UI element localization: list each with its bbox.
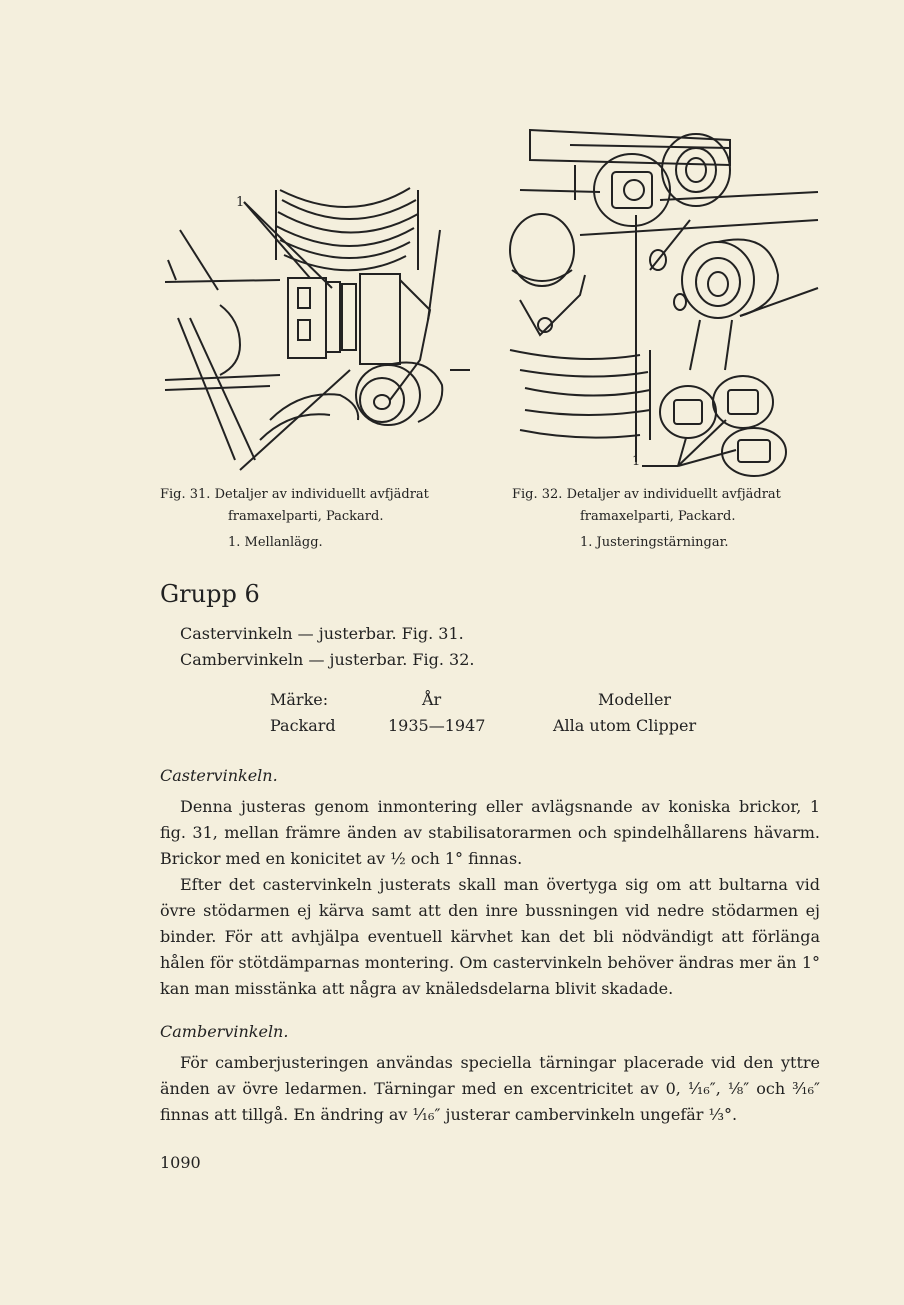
adjustment-camber: Cambervinkeln — justerbar. Fig. 32. bbox=[180, 650, 475, 669]
figure-31-caption bbox=[160, 484, 429, 554]
figure-32-callout-label: 1 bbox=[632, 454, 641, 469]
figure-31-legend: 1. Mellanlägg. bbox=[228, 535, 323, 550]
group-heading: Grupp 6 bbox=[160, 580, 260, 608]
figure-32-illustration bbox=[500, 120, 820, 480]
table-cell-year: 1935—1947 bbox=[388, 716, 486, 735]
adjustment-caster: Castervinkeln — justerbar. Fig. 31. bbox=[180, 624, 464, 643]
figure-32-caption bbox=[512, 484, 781, 554]
table-cell-models: Alla utom Clipper bbox=[553, 716, 697, 735]
caster-paragraph-2: Efter det castervinkeln justerats skall man övertyga sig om att bultarna vid övre stödarmen ej kärva samt att den inre bussningen vid nedre stödarmen ej binder. För att avhjälpa eventuell kärvhet kan det bli nödvändigt att förlänga hålen för stötdämparnas montering. Om castervinkeln behöver ändras mer än 1° kan man misstänka att några av knäledsdelarna blivit skadade. bbox=[160, 875, 820, 998]
camber-heading: Cambervinkeln. bbox=[160, 1022, 289, 1041]
figure-32-caption-line1: Fig. 32. Detaljer av individuellt avfjädrat bbox=[512, 487, 781, 502]
figure-31-illustration bbox=[160, 170, 480, 480]
figure-31-callout-label: 1 bbox=[236, 195, 245, 210]
figure-31-caption-line2: framaxelparti, Packard. bbox=[228, 509, 384, 524]
caster-paragraph-1: Denna justeras genom inmontering eller avlägsnande av koniska brickor, 1 fig. 31, mellan främre änden av stabilisatorarmen och spindelhållarens hävarm. Brickor med en konicitet av ½ och 1° finnas. bbox=[160, 797, 820, 868]
caster-heading: Castervinkeln. bbox=[160, 766, 278, 785]
table-header-models: Modeller bbox=[598, 690, 672, 709]
camber-paragraph-1: För camberjusteringen användas speciella tärningar placerade vid den yttre änden av övre ledarmen. Tärningar med en excentricitet av 0, ¹⁄₁₆″, ⅛″ och ³⁄₁₆″ finnas att tillgå. En ändring av ¹⁄₁₆″ justerar cambervinkeln ungefär ⅓°. bbox=[160, 1053, 820, 1124]
table-header-year: År bbox=[422, 690, 442, 709]
figure-31-caption-line1: Fig. 31. Detaljer av individuellt avfjädrat bbox=[160, 487, 429, 502]
figure-32-caption-line2: framaxelparti, Packard. bbox=[580, 509, 736, 524]
page-number: 1090 bbox=[160, 1153, 201, 1172]
table-header-make: Märke: bbox=[270, 690, 329, 709]
figure-32-legend: 1. Justeringstärningar. bbox=[580, 535, 729, 550]
table-cell-make: Packard bbox=[270, 716, 336, 735]
